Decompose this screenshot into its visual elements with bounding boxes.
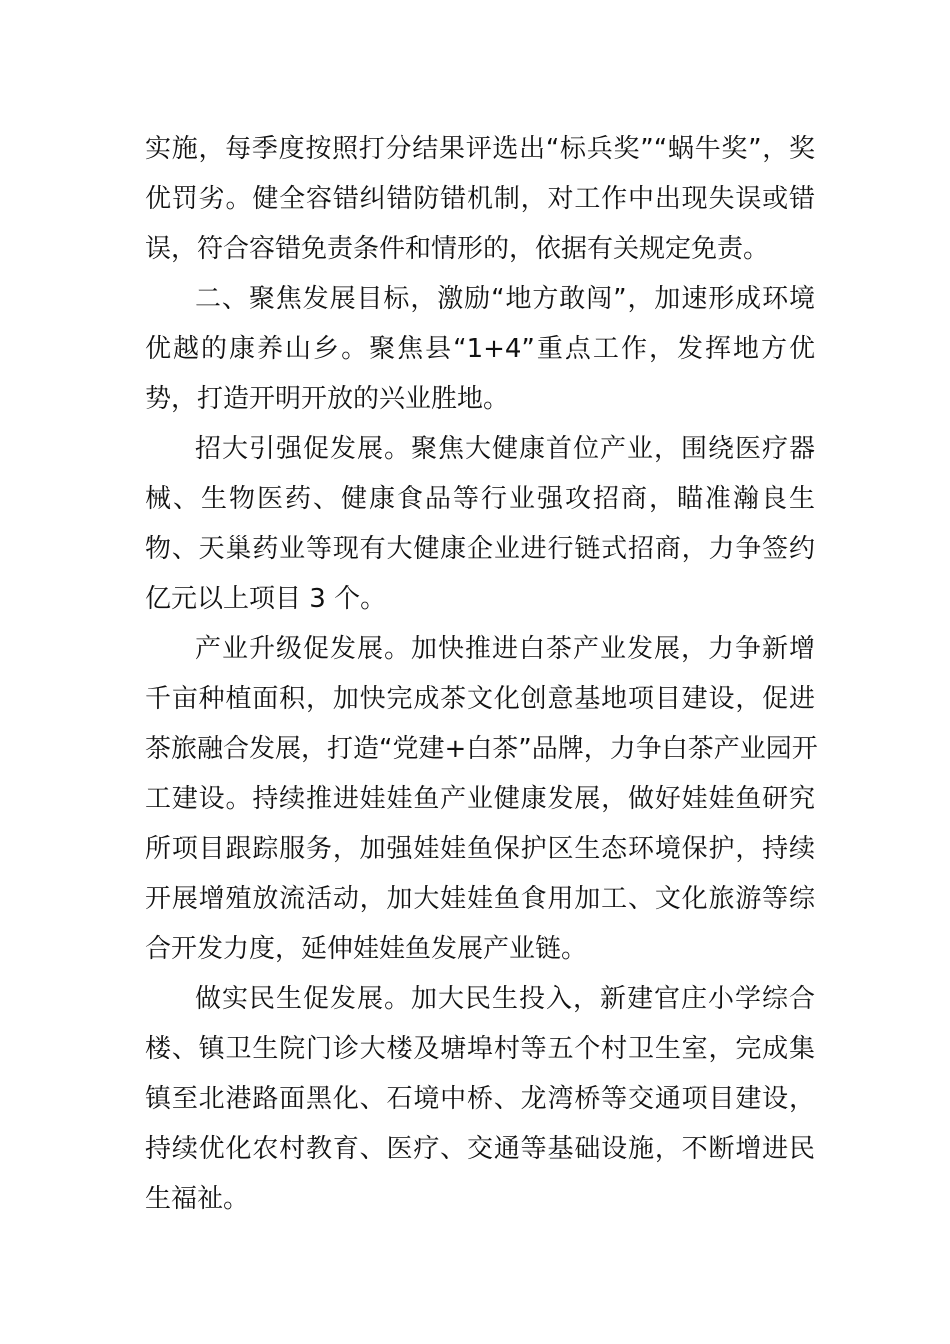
paragraph-start-line: 做实民生促发展。加大民生投入，新建官庄小学综合 [195, 984, 815, 1014]
text-line: 势，打造开明开放的兴业胜地。 [145, 384, 510, 414]
text-line: 械、生物医药、健康食品等行业强攻招商，瞄准瀚良生 [145, 484, 815, 514]
text-line: 持续优化农村教育、医疗、交通等基础设施，不断增进民 [145, 1134, 815, 1164]
text-line: 工建设。持续推进娃娃鱼产业健康发展，做好娃娃鱼研究 [145, 784, 815, 814]
text-line: 所项目跟踪服务，加强娃娃鱼保护区生态环境保护，持续 [145, 834, 815, 864]
text-line: 合开发力度，延伸娃娃鱼发展产业链。 [145, 934, 588, 964]
text-line: 楼、镇卫生院门诊大楼及塘埠村等五个村卫生室，完成集 [145, 1034, 815, 1064]
text-line: 优罚劣。健全容错纠错防错机制，对工作中出现失误或错 [145, 184, 815, 214]
text-line: 实施，每季度按照打分结果评选出“标兵奖”“蜗牛奖”，奖 [145, 134, 815, 164]
text-line: 误，符合容错免责条件和情形的，依据有关规定免责。 [145, 234, 770, 264]
text-line: 开展增殖放流活动，加大娃娃鱼食用加工、文化旅游等综 [145, 884, 815, 914]
text-line: 千亩种植面积，加快完成茶文化创意基地项目建设，促进 [145, 684, 815, 714]
text-line: 物、天巢药业等现有大健康企业进行链式招商，力争签约 [145, 534, 815, 564]
text-line: 镇至北港路面黑化、石境中桥、龙湾桥等交通项目建设， [145, 1084, 815, 1114]
paragraph-start-line: 产业升级促发展。加快推进白茶产业发展，力争新增 [195, 634, 815, 664]
text-line: 茶旅融合发展，打造“党建+白茶”品牌，力争白茶产业园开 [145, 734, 818, 764]
text-line: 亿元以上项目 3 个。 [145, 584, 387, 614]
paragraph-start-line: 招大引强促发展。聚焦大健康首位产业，围绕医疗器 [195, 434, 815, 464]
text-line: 生福祉。 [145, 1184, 250, 1214]
text-line: 优越的康养山乡。聚焦县“1+4”重点工作，发挥地方优 [145, 334, 815, 364]
section-heading-line: 二、聚焦发展目标，激励“地方敢闯”，加速形成环境 [195, 284, 815, 314]
